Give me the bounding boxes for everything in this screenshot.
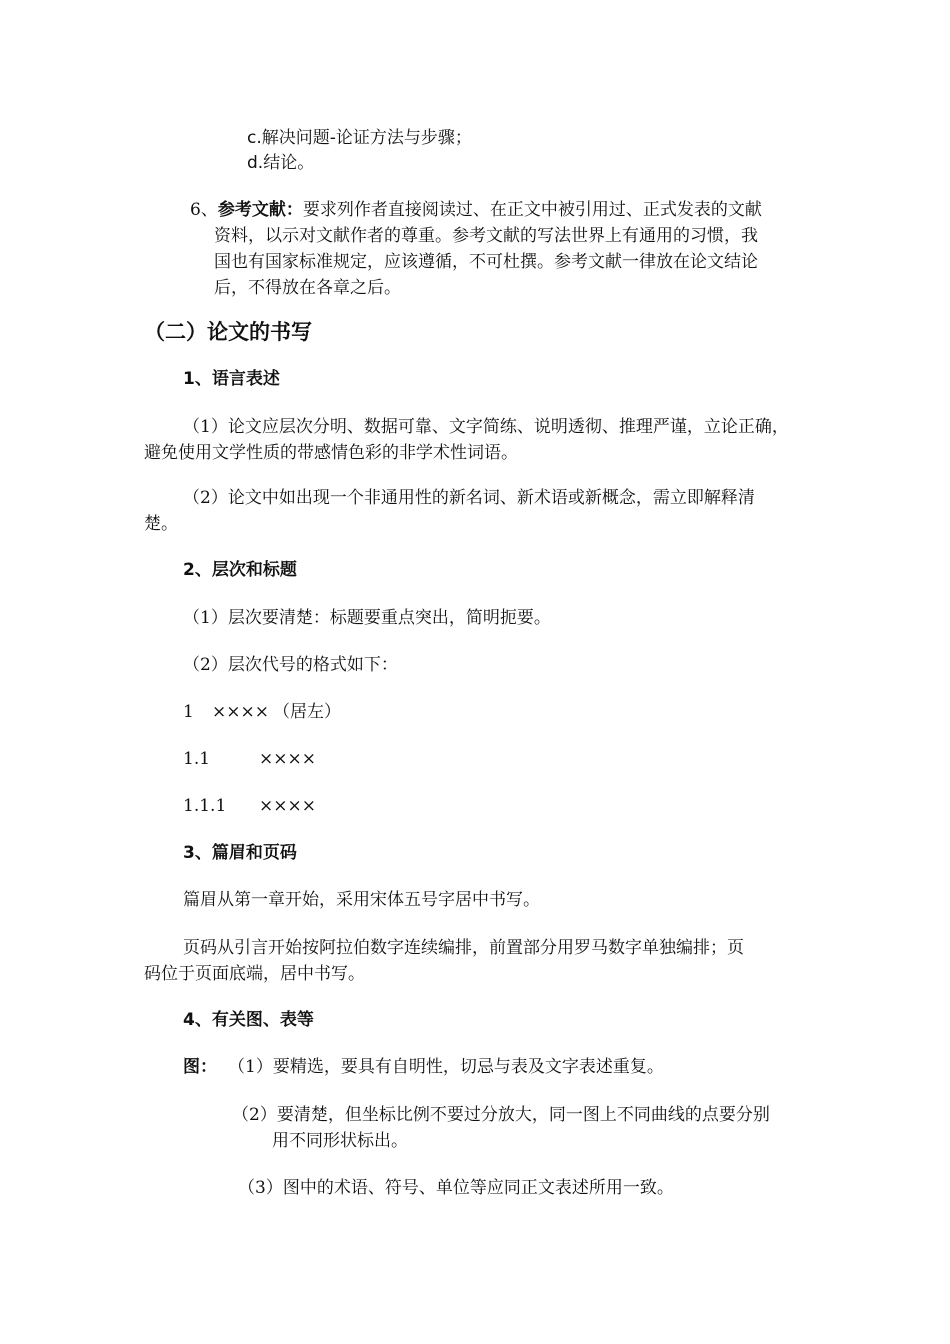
levels-paragraph-2: （2）层次代号的格式如下： bbox=[183, 655, 398, 675]
section-title: （二）论文的书写 bbox=[144, 320, 312, 344]
heading-figures: 4、有关图、表等 bbox=[183, 1010, 314, 1030]
levels-paragraph-1: （1）层次要清楚：标题要重点突出，简明扼要。 bbox=[183, 608, 551, 628]
header-paragraph: 篇眉从第一章开始，采用宋体五号字居中书写。 bbox=[183, 890, 540, 910]
level-note: （居左） bbox=[273, 702, 341, 722]
outline-item-c: c.解决问题-论证方法与步骤； bbox=[247, 128, 472, 148]
heading-levels: 2、层次和标题 bbox=[183, 560, 297, 580]
heading-language: 1、语言表述 bbox=[183, 369, 280, 389]
paragraph-line: 码位于页面底端，居中书写。 bbox=[144, 964, 365, 984]
level-text: ×××× bbox=[212, 702, 269, 722]
references-line: 要求列作者直接阅读过、在正文中被引用过、正式发表的文献 bbox=[302, 200, 762, 220]
figures-label: 图： bbox=[183, 1057, 217, 1077]
level-text: ×××× bbox=[259, 796, 316, 816]
paragraph-line: 页码从引言开始按阿拉伯数字连续编排，前置部分用罗马数字单独编排；页 bbox=[183, 938, 744, 958]
references-title: 参考文献： bbox=[217, 200, 303, 220]
references-line: 后，不得放在各章之后。 bbox=[214, 278, 401, 298]
paragraph-line: （1）论文应层次分明、数据可靠、文字简练、说明透彻、推理严谨，立论正确， bbox=[183, 417, 789, 437]
paragraph-line: （2）论文中如出现一个非通用性的新名词、新术语或新概念，需立即解释清 bbox=[183, 488, 755, 508]
figures-item-1: （1）要精选，要具有自明性，切忌与表及文字表述重复。 bbox=[228, 1057, 664, 1077]
outline-item-d: d.结论。 bbox=[247, 153, 315, 173]
paragraph-line: 用不同形状标出。 bbox=[272, 1131, 408, 1151]
level-number: 1.1 bbox=[183, 749, 211, 769]
paragraph-line: （2）要清楚，但坐标比例不要过分放大，同一图上不同曲线的点要分别 bbox=[232, 1105, 770, 1125]
figures-item-3: （3）图中的术语、符号、单位等应同正文表述所用一致。 bbox=[238, 1178, 674, 1198]
paragraph-line: 楚。 bbox=[144, 514, 178, 534]
paragraph-line: 避免使用文学性质的带感情色彩的非学术性词语。 bbox=[144, 443, 518, 463]
level-number: 1.1.1 bbox=[183, 796, 227, 816]
references-number: 6、 bbox=[190, 200, 218, 220]
references-line: 国也有国家标准规定，应该遵循，不可杜撰。参考文献一律放在论文结论 bbox=[214, 252, 758, 272]
heading-header-page: 3、篇眉和页码 bbox=[183, 843, 297, 863]
level-text: ×××× bbox=[259, 749, 316, 769]
references-line: 资料，以示对文献作者的尊重。参考文献的写法世界上有通用的习惯，我 bbox=[214, 226, 758, 246]
level-number: 1 bbox=[183, 702, 194, 722]
